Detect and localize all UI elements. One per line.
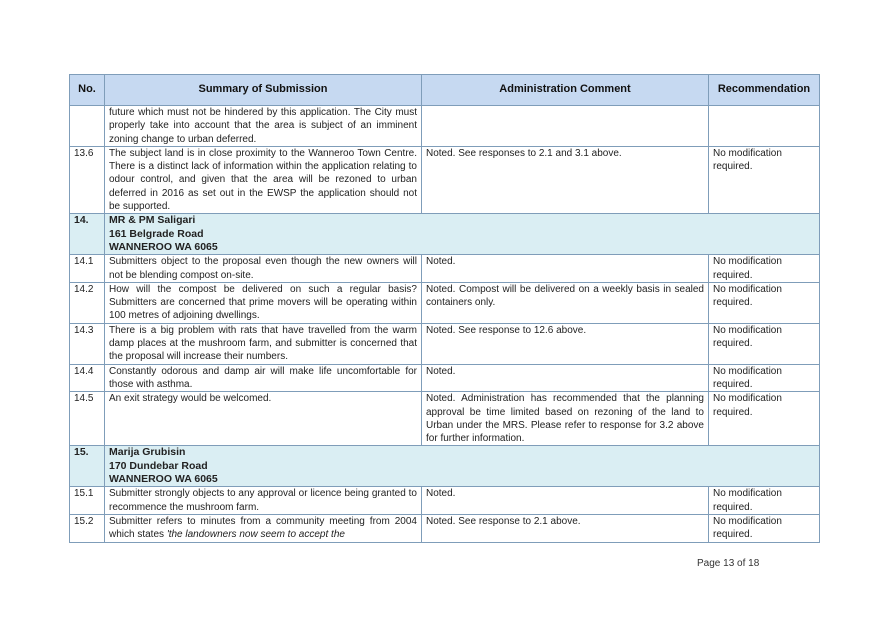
page-number: Page 13 of 18 xyxy=(697,558,760,569)
submissions-table xyxy=(69,74,820,543)
row-no: 15.2 xyxy=(70,514,105,542)
table-row xyxy=(70,146,820,213)
row-summary xyxy=(105,514,422,542)
row-recommendation: No modification required. xyxy=(709,323,820,364)
row-no xyxy=(70,106,105,147)
row-no: 14.4 xyxy=(70,364,105,392)
table-row xyxy=(70,364,820,392)
header-no: No. xyxy=(70,75,105,106)
section-no: 15. xyxy=(70,446,105,487)
row-comment: Noted. xyxy=(422,364,709,392)
table-row xyxy=(70,392,820,446)
summary-text: Submitter refers to minutes from a community meeting from 2004 which states xyxy=(109,515,417,541)
submitter-suburb: WANNEROO WA 6065 xyxy=(109,473,218,486)
submitter-street: 161 Belgrade Road xyxy=(109,227,204,240)
row-comment: Noted. See responses to 2.1 and 3.1 above. xyxy=(422,146,709,213)
submitter-name: MR & PM Saligari xyxy=(109,214,196,227)
section-header-row xyxy=(70,446,820,487)
row-no: 13.6 xyxy=(70,146,105,213)
table-row xyxy=(70,255,820,283)
table-row xyxy=(70,323,820,364)
section-submitter xyxy=(105,446,820,487)
row-no: 14.3 xyxy=(70,323,105,364)
row-summary: Submitter strongly objects to any approval or licence being granted to recommence the mushroom farm. xyxy=(105,487,422,515)
row-recommendation: No modification required. xyxy=(709,487,820,515)
table-header-row xyxy=(70,75,820,106)
row-recommendation: No modification required. xyxy=(709,364,820,392)
row-summary: future which must not be hindered by this application. The City must properly take into account that the area is subject of an imminent zoning change to urban deferred. xyxy=(105,106,422,147)
row-recommendation: No modification required. xyxy=(709,282,820,323)
table-row xyxy=(70,106,820,147)
row-summary: Submitters object to the proposal even though the new owners will not be blending compost on-site. xyxy=(105,255,422,283)
row-recommendation: No modification required. xyxy=(709,146,820,213)
section-submitter xyxy=(105,214,820,255)
row-comment: Noted. Administration has recommended that the planning approval be time limited based on rezoning of the land to Urban under the MRS. Please refer to response for 3.2 above for further information. xyxy=(422,392,709,446)
row-no: 15.1 xyxy=(70,487,105,515)
section-no: 14. xyxy=(70,214,105,255)
header-comment: Administration Comment xyxy=(422,75,709,106)
table-row xyxy=(70,282,820,323)
row-no: 14.5 xyxy=(70,392,105,446)
row-comment: Noted. xyxy=(422,487,709,515)
row-comment xyxy=(422,106,709,147)
row-comment: Noted. See response to 12.6 above. xyxy=(422,323,709,364)
row-recommendation xyxy=(709,106,820,147)
header-summary: Summary of Submission xyxy=(105,75,422,106)
row-comment: Noted. Compost will be delivered on a weekly basis in sealed containers only. xyxy=(422,282,709,323)
row-comment: Noted. xyxy=(422,255,709,283)
submitter-street: 170 Dundebar Road xyxy=(109,459,208,472)
table-row xyxy=(70,514,820,542)
row-summary: There is a big problem with rats that have travelled from the warm damp places at the mushroom farm, and submitter is concerned that the proposal will increase their numbers. xyxy=(105,323,422,364)
row-summary: How will the compost be delivered on such a regular basis? Submitters are concerned that prime movers will be operating within 100 metres of adjoining dwellings. xyxy=(105,282,422,323)
submitter-name: Marija Grubisin xyxy=(109,446,186,459)
row-recommendation: No modification required. xyxy=(709,514,820,542)
row-summary: Constantly odorous and damp air will make life uncomfortable for those with asthma. xyxy=(105,364,422,392)
row-no: 14.1 xyxy=(70,255,105,283)
row-recommendation: No modification required. xyxy=(709,392,820,446)
row-comment: Noted. See response to 2.1 above. xyxy=(422,514,709,542)
row-no: 14.2 xyxy=(70,282,105,323)
header-recommendation: Recommendation xyxy=(709,75,820,106)
row-recommendation: No modification required. xyxy=(709,255,820,283)
summary-quote: 'the landowners now seem to accept the xyxy=(166,529,345,541)
section-header-row xyxy=(70,214,820,255)
row-summary: An exit strategy would be welcomed. xyxy=(105,392,422,446)
row-summary: The subject land is in close proximity to the Wanneroo Town Centre. There is a distinct lack of information within the application relating to odour control, and given that the area will be rezoned to urban deferred in 2016 as set out in the EWSP the application should not be supported. xyxy=(105,146,422,213)
table-row xyxy=(70,487,820,515)
submitter-suburb: WANNEROO WA 6065 xyxy=(109,240,218,253)
